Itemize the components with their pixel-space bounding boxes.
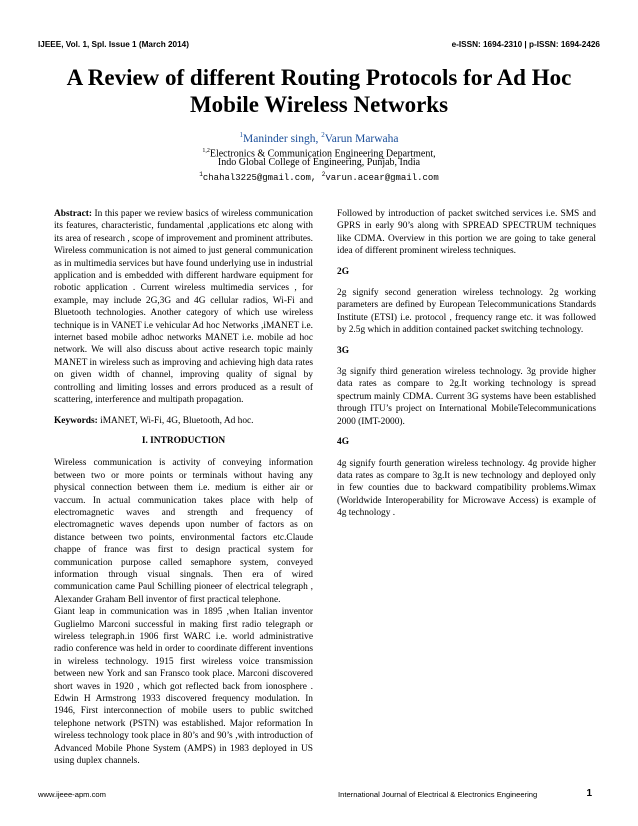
- website-link[interactable]: www.ijeee-apm.com: [38, 790, 106, 799]
- keywords-label: Keywords:: [54, 415, 98, 426]
- paper-title: A Review of different Routing Protocols for Ad Hoc Mobile Wireless Networks: [66, 65, 572, 117]
- heading-2g: 2G: [337, 266, 349, 277]
- paragraph-2g: 2g signify second generation wireless technology. 2g working parameters are defined by European Telecommunications Standards Institute (ETSI) i.e. protocol , frequency range etc. it was followed by 2.5g which in addition contained packet switching technology.: [337, 288, 596, 336]
- intro-paragraph-1: Wireless communication is activity of conveying information between two or more points or terminals without having any physical connection between them i.e. medium is either air or vaccum. In actual communication takes place with help of electromagnetic waves and strength and frequency of electromagnetic waves depends upon number of factors as on distance between two points, environmental factors etc.Claude chappe of france was first to design practical system for communication purpose called semaphore system, conveyed information through visual singnals. Then era of wired communication came Paul Schilling pioneer of electrical telegraph , Alexander Graham Bell inventor of first practical telephone.: [54, 458, 313, 605]
- keywords-text: iMANET, Wi-Fi, 4G, Bluetooth, Ad hoc.: [97, 415, 254, 426]
- keywords: [54, 415, 313, 427]
- intro-paragraph-2: Giant leap in communication was in 1895 ,when Italian inventor Guglielmo Marconi successful in making first radio telegraph or wireless telegraph.in 1906 first WARC i.e. world administrative radio conference was held in order to coordinate different inventions in wireless technology. 1915 first wireless voice transmission between new York and san Fransco took place. Marconi discovered short waves in 1920 , which got reflected back from ionosphere . Edwin H Armstrong 1933 discovered frequency modulation. In 1946, First interconnection of mobile users to public switched telephone network (PSTN) was established. Major reformation In wireless technology took place in 80’s and 90’s ,with introduction of Advanced Mobile Phone System (AMPS) in 1983 deployed in US using duplex channels.: [54, 607, 313, 767]
- email-1: chahal3225@gmail.com,: [202, 173, 322, 183]
- abstract-label: Abstract:: [54, 209, 93, 219]
- author-1-sup: 1: [239, 131, 243, 139]
- author-2-sup: 2: [321, 131, 325, 139]
- author-1: Maninder singh,: [242, 132, 322, 145]
- issn: e-ISSN: 1694-2310 | p-ISSN: 1694-2426: [451, 40, 600, 49]
- abstract: [54, 208, 313, 407]
- page-number: 1: [586, 788, 592, 799]
- email-2: varun.acear@gmail.com: [325, 173, 439, 183]
- abstract-text: In this paper we review basics of wireless communication its features, characteristic, fundamental ,applications etc along with its area of research , scope of improvement and prominent attributes. Wireless communication is not aimed to just general communication as in multimedia services but have found underlying use in industrial application and is embedded with different hardware equipment for robotic application . Current wireless multimedia services , for example, may include 2G,3G and 4G cellular radios, Wi-Fi and Bluetooth technologies. Another category of which use wireless technique is in VANET i.e vehicular Ad hoc Networks ,iMANET i.e. internet based mobile adhoc networks MANET i.e. mobile ad hoc network. We will also discuss about active research topic mainly MANET in wireless such as improving and achieving high data rates on given width of channel, improving quality of signal by controlling and limiting losses and errors produced as a result of scattering, interference and multipath propagation.: [54, 209, 313, 406]
- author-emails: $^1$chahal3225@gmail.com, $^2$varun.acear@gmail.com: [199, 171, 439, 183]
- left-column: [54, 208, 313, 767]
- page-footer: [38, 789, 600, 803]
- affiliation-sup: 1,2: [202, 148, 210, 154]
- author-2: Varun Marwaha: [324, 132, 399, 145]
- journal-issue: IJEEE, Vol. 1, Spl. Issue 1 (March 2014): [38, 40, 189, 49]
- running-head: [38, 40, 600, 54]
- journal-name: International Journal of Electrical & Electronics Engineering: [338, 790, 538, 799]
- paragraph-4g: 4g signify fourth generation wireless technology. 4g provide higher data rates as compare to 3g.It is new technology and deployed only in few counties due to backward compatibility problems.Wimax (Worldwide Interoperability for Microwave Access) is example of 4g technology .: [337, 458, 596, 519]
- heading-3g: 3G: [337, 345, 349, 356]
- introduction-heading: I. INTRODUCTION: [141, 435, 226, 446]
- right-column: [337, 208, 596, 528]
- affiliation-department: $^{1,2}$Electronics & Communication Engineering Department,: [202, 148, 436, 160]
- intro-paragraph-3: Followed by introduction of packet switched services i.e. SMS and GPRS in early 90’s along with SPREAD SPECTRUM techniques like CDMA. Overview in this portion we are going to take general idea of different prominent wireless techniques.: [337, 209, 596, 257]
- affiliation-college: Indo Global College of Engineering, Punjab, India: [217, 157, 421, 168]
- authors: [0, 128, 638, 146]
- heading-4g: 4G: [337, 437, 349, 448]
- paragraph-3g: 3g signify third generation wireless technology. 3g provide higher data rates as compare to 2g.It working technology is spread spectrum mainly CDMA. Current 3G systems have been established through ITU’s project on International MobileTelecommunications 2000 (IMT-2000).: [337, 367, 596, 427]
